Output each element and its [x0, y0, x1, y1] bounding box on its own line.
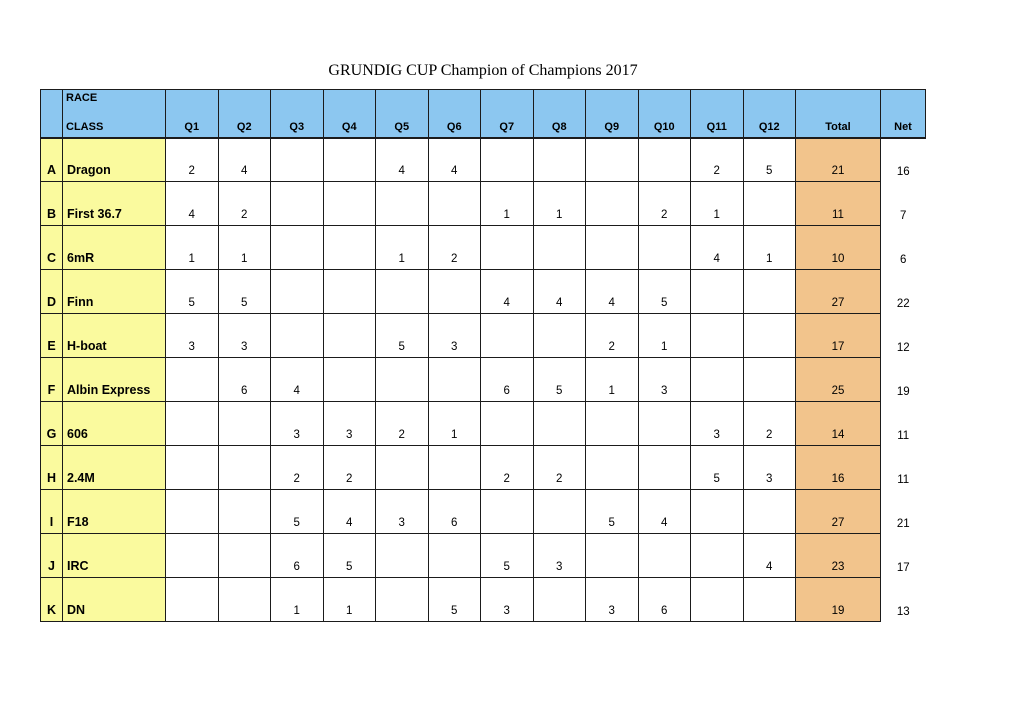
total-cell: 19 [796, 578, 881, 622]
score-cell: 4 [218, 138, 271, 182]
row-letter: F [41, 358, 63, 402]
score-cell: 4 [691, 226, 744, 270]
score-cell [743, 270, 796, 314]
quarter-header-q4: Q4 [323, 90, 376, 138]
net-cell: 7 [881, 182, 926, 226]
score-cell [323, 314, 376, 358]
score-cell [743, 578, 796, 622]
score-cell: 1 [428, 402, 481, 446]
score-cell: 4 [533, 270, 586, 314]
score-cell [376, 446, 429, 490]
class-name: F18 [63, 490, 166, 534]
quarter-header-q5: Q5 [376, 90, 429, 138]
score-cell: 5 [166, 270, 219, 314]
score-cell [271, 138, 324, 182]
score-cell [323, 182, 376, 226]
score-cell: 5 [533, 358, 586, 402]
quarter-header-q2: Q2 [218, 90, 271, 138]
score-cell: 3 [586, 578, 639, 622]
table-row [41, 578, 926, 622]
net-cell: 12 [881, 314, 926, 358]
score-cell [586, 138, 639, 182]
score-cell: 3 [533, 534, 586, 578]
score-cell [533, 490, 586, 534]
score-cell: 2 [481, 446, 534, 490]
score-cell [586, 226, 639, 270]
score-cell: 5 [638, 270, 691, 314]
score-cell: 2 [533, 446, 586, 490]
score-cell: 4 [271, 358, 324, 402]
score-cell [691, 358, 744, 402]
score-cell: 5 [428, 578, 481, 622]
table-row [41, 314, 926, 358]
score-cell [218, 402, 271, 446]
class-label: CLASS [66, 120, 104, 133]
score-cell: 5 [376, 314, 429, 358]
score-cell: 4 [743, 534, 796, 578]
score-cell: 5 [481, 534, 534, 578]
score-cell [218, 490, 271, 534]
row-letter: C [41, 226, 63, 270]
score-cell [428, 446, 481, 490]
score-cell [271, 314, 324, 358]
score-cell [218, 446, 271, 490]
row-letter: I [41, 490, 63, 534]
score-cell [691, 314, 744, 358]
net-cell: 17 [881, 534, 926, 578]
score-cell: 3 [691, 402, 744, 446]
score-cell: 4 [376, 138, 429, 182]
score-cell: 1 [166, 226, 219, 270]
score-cell [691, 270, 744, 314]
net-cell: 22 [881, 270, 926, 314]
table-row [41, 270, 926, 314]
score-cell [586, 182, 639, 226]
score-cell: 1 [638, 314, 691, 358]
table-body [41, 138, 926, 622]
score-cell [218, 534, 271, 578]
score-cell: 2 [323, 446, 376, 490]
score-cell [481, 314, 534, 358]
race-class-label-stack [66, 92, 163, 133]
total-cell: 25 [796, 358, 881, 402]
score-cell: 6 [638, 578, 691, 622]
table-row [41, 358, 926, 402]
score-cell [166, 490, 219, 534]
class-name: 2.4M [63, 446, 166, 490]
table-row [41, 182, 926, 226]
row-letter: G [41, 402, 63, 446]
table-row [41, 226, 926, 270]
score-cell: 3 [218, 314, 271, 358]
score-cell: 2 [691, 138, 744, 182]
score-cell: 6 [271, 534, 324, 578]
score-cell: 2 [638, 182, 691, 226]
table-row [41, 138, 926, 182]
score-cell [166, 446, 219, 490]
score-cell: 2 [428, 226, 481, 270]
net-cell: 11 [881, 446, 926, 490]
score-cell [691, 578, 744, 622]
score-cell [743, 314, 796, 358]
score-cell [743, 358, 796, 402]
score-cell [586, 446, 639, 490]
score-cell: 3 [743, 446, 796, 490]
score-cell [323, 226, 376, 270]
class-name: Finn [63, 270, 166, 314]
score-cell [533, 578, 586, 622]
race-label: RACE [66, 91, 98, 104]
score-cell: 2 [166, 138, 219, 182]
score-cell [218, 578, 271, 622]
quarter-header-q6: Q6 [428, 90, 481, 138]
row-letter: D [41, 270, 63, 314]
score-cell: 1 [376, 226, 429, 270]
score-cell [533, 138, 586, 182]
score-cell [323, 138, 376, 182]
score-cell [586, 402, 639, 446]
score-cell: 4 [166, 182, 219, 226]
score-cell [166, 534, 219, 578]
results-table [40, 89, 926, 622]
score-cell: 5 [271, 490, 324, 534]
net-header-cell: Net [881, 90, 926, 138]
score-cell: 4 [323, 490, 376, 534]
class-name: 606 [63, 402, 166, 446]
net-cell: 21 [881, 490, 926, 534]
quarter-header-q12: Q12 [743, 90, 796, 138]
score-cell: 3 [428, 314, 481, 358]
table-row [41, 402, 926, 446]
score-cell [533, 226, 586, 270]
score-cell [743, 490, 796, 534]
score-cell [481, 226, 534, 270]
score-cell: 3 [638, 358, 691, 402]
total-cell: 17 [796, 314, 881, 358]
class-name: Dragon [63, 138, 166, 182]
row-letter: A [41, 138, 63, 182]
row-letter: H [41, 446, 63, 490]
score-cell [533, 314, 586, 358]
score-cell: 4 [638, 490, 691, 534]
score-cell [638, 402, 691, 446]
score-cell [638, 138, 691, 182]
table-row [41, 490, 926, 534]
score-cell [166, 578, 219, 622]
score-cell: 5 [218, 270, 271, 314]
quarter-header-q9: Q9 [586, 90, 639, 138]
row-letter: B [41, 182, 63, 226]
score-cell: 4 [428, 138, 481, 182]
score-cell [376, 182, 429, 226]
table-row [41, 534, 926, 578]
score-cell: 6 [481, 358, 534, 402]
score-cell: 2 [743, 402, 796, 446]
score-cell: 3 [271, 402, 324, 446]
score-cell: 2 [218, 182, 271, 226]
score-cell: 1 [481, 182, 534, 226]
total-header-cell: Total [796, 90, 881, 138]
score-cell: 1 [586, 358, 639, 402]
score-cell [376, 270, 429, 314]
total-cell: 16 [796, 446, 881, 490]
row-letter: E [41, 314, 63, 358]
corner-header-cell [41, 90, 63, 138]
score-cell: 1 [323, 578, 376, 622]
class-name: 6mR [63, 226, 166, 270]
score-cell [271, 182, 324, 226]
score-cell [166, 358, 219, 402]
score-cell: 5 [691, 446, 744, 490]
score-cell [481, 490, 534, 534]
score-cell: 2 [586, 314, 639, 358]
score-cell [428, 182, 481, 226]
total-cell: 27 [796, 490, 881, 534]
score-cell: 3 [166, 314, 219, 358]
score-cell [691, 490, 744, 534]
score-cell [323, 270, 376, 314]
score-cell [428, 270, 481, 314]
class-name: First 36.7 [63, 182, 166, 226]
score-cell: 3 [481, 578, 534, 622]
score-cell [271, 226, 324, 270]
row-letter: J [41, 534, 63, 578]
total-cell: 10 [796, 226, 881, 270]
class-name: DN [63, 578, 166, 622]
score-cell: 6 [218, 358, 271, 402]
score-cell [428, 358, 481, 402]
score-cell: 1 [218, 226, 271, 270]
score-cell [638, 446, 691, 490]
quarter-header-q3: Q3 [271, 90, 324, 138]
score-cell [428, 534, 481, 578]
score-cell [481, 402, 534, 446]
score-cell [533, 402, 586, 446]
quarter-header-q10: Q10 [638, 90, 691, 138]
total-cell: 27 [796, 270, 881, 314]
score-cell: 5 [323, 534, 376, 578]
score-cell: 5 [743, 138, 796, 182]
score-cell: 1 [743, 226, 796, 270]
quarter-header-q8: Q8 [533, 90, 586, 138]
total-cell: 21 [796, 138, 881, 182]
score-cell: 6 [428, 490, 481, 534]
score-cell [166, 402, 219, 446]
race-class-header-cell [63, 90, 166, 138]
page-title: GRUNDIG CUP Champion of Champions 2017 [328, 62, 638, 79]
score-cell: 1 [533, 182, 586, 226]
table-row [41, 446, 926, 490]
score-cell [323, 358, 376, 402]
score-cell [586, 534, 639, 578]
class-name: H-boat [63, 314, 166, 358]
score-cell: 4 [481, 270, 534, 314]
net-cell: 6 [881, 226, 926, 270]
score-cell: 3 [376, 490, 429, 534]
score-cell [376, 358, 429, 402]
score-cell: 4 [586, 270, 639, 314]
score-cell: 3 [323, 402, 376, 446]
header-row [41, 90, 926, 138]
quarter-header-q1: Q1 [166, 90, 219, 138]
score-cell [481, 138, 534, 182]
score-cell: 5 [586, 490, 639, 534]
total-cell: 11 [796, 182, 881, 226]
net-cell: 11 [881, 402, 926, 446]
score-cell [376, 578, 429, 622]
score-cell [691, 534, 744, 578]
score-cell [638, 226, 691, 270]
net-cell: 16 [881, 138, 926, 182]
score-cell: 1 [271, 578, 324, 622]
score-cell [743, 182, 796, 226]
row-letter: K [41, 578, 63, 622]
class-name: IRC [63, 534, 166, 578]
net-cell: 13 [881, 578, 926, 622]
score-cell: 1 [691, 182, 744, 226]
score-cell [271, 270, 324, 314]
class-name: Albin Express [63, 358, 166, 402]
score-cell [638, 534, 691, 578]
total-cell: 14 [796, 402, 881, 446]
score-cell: 2 [376, 402, 429, 446]
net-cell: 19 [881, 358, 926, 402]
quarter-header-q11: Q11 [691, 90, 744, 138]
quarter-header-q7: Q7 [481, 90, 534, 138]
total-cell: 23 [796, 534, 881, 578]
score-cell: 2 [271, 446, 324, 490]
score-cell [376, 534, 429, 578]
